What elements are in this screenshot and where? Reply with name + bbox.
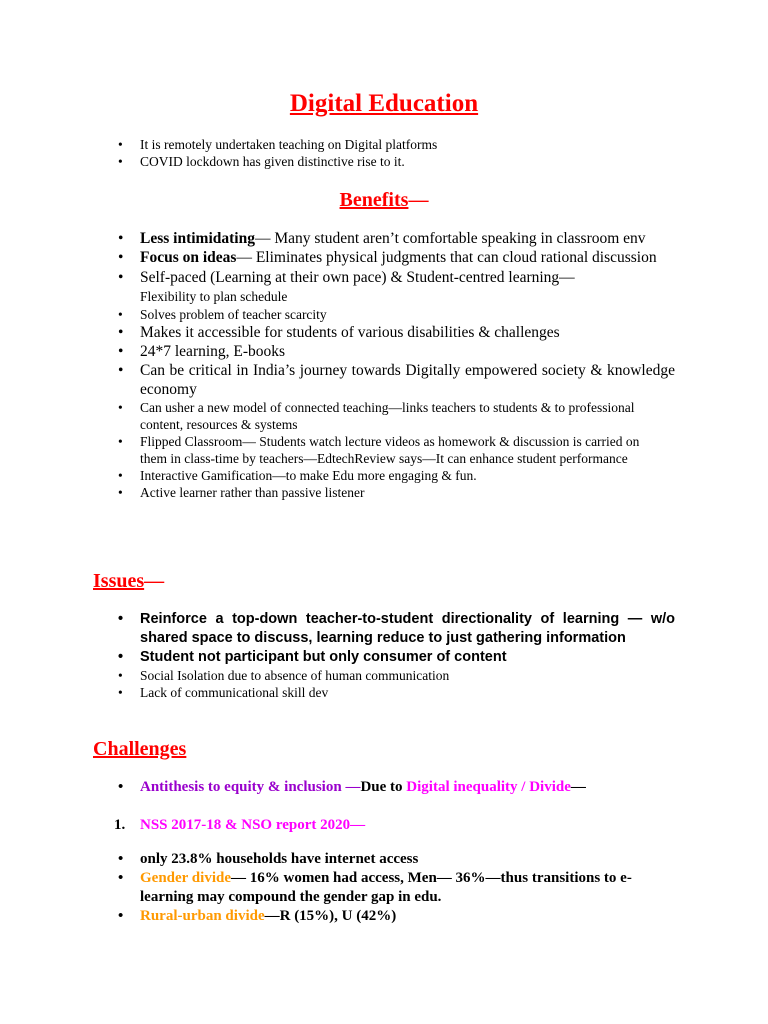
issue-item: • Student not participant but only consumer of content — [114, 648, 675, 667]
benefits-list — [114, 229, 675, 501]
benefit-bold: Focus on ideas — [140, 249, 237, 266]
issues-list — [114, 610, 675, 701]
antithesis-dash: — — [570, 779, 586, 795]
issues-heading-text: Issues — [93, 570, 145, 592]
benefit-item: • Active learner rather than passive listener — [114, 484, 675, 501]
challenge-text: — 16% women had access, Men— 36%—thus transitions to e-learning may compound the gender gap in edu. — [140, 870, 632, 905]
rural-urban-divide-label: Rural-urban divide — [140, 908, 265, 924]
benefits-heading-dash: — — [408, 189, 429, 211]
gender-divide-label: Gender divide — [140, 870, 231, 886]
numbered-item-text: NSS 2017-18 & NSO report 2020— — [140, 817, 366, 833]
issue-item: • Reinforce a top-down teacher-to-student directionality of learning — w/o shared space to discuss, learning reduce to just gathering information — [114, 610, 675, 648]
challenges-heading — [93, 736, 186, 762]
benefit-item: • 24*7 learning, E-books — [114, 342, 675, 361]
benefit-item: • Can usher a new model of connected teaching—links teachers to students & to professional content, resources & systems — [114, 399, 675, 433]
benefit-subtext: Flexibility to plan schedule — [140, 289, 288, 304]
challenges-heading-text: Challenges — [93, 738, 187, 760]
benefit-text: — Many student aren’t comfortable speaking in classroom env — [254, 230, 646, 247]
challenge-item: • only 23.8% households have internet access — [114, 850, 675, 869]
challenges-lead-list — [114, 778, 675, 797]
benefits-heading-text: Benefits — [339, 189, 409, 211]
antithesis-label: Antithesis to equity & inclusion — — [140, 779, 361, 795]
benefit-item: • Interactive Gamification—to make Edu more engaging & fun. — [114, 467, 675, 484]
benefit-bold: Less intimidating — [140, 230, 255, 247]
benefit-item — [114, 229, 675, 248]
benefit-item — [114, 268, 675, 306]
numbered-item-number: 1. — [114, 817, 126, 833]
intro-item: • It is remotely undertaken teaching on Digital platforms — [114, 136, 634, 153]
challenge-text: —R (15%), U (42%) — [264, 908, 397, 924]
challenge-lead-item — [114, 778, 675, 797]
benefit-item: • Can be critical in India’s journey towards Digitally empowered society & knowledge economy — [114, 361, 675, 399]
challenge-item — [114, 869, 675, 907]
issues-heading-dash: — — [144, 570, 165, 592]
benefit-item — [114, 248, 675, 267]
benefit-item: • Flipped Classroom— Students watch lecture videos as homework & discussion is carried on them in class-time by teachers—EdtechReview says—It can enhance student performance — [114, 433, 675, 467]
issues-heading — [93, 568, 164, 594]
challenges-list — [114, 850, 675, 926]
antithesis-due-to: Due to — [360, 779, 407, 795]
digital-divide-label: Digital inequality / Divide — [406, 779, 571, 795]
intro-item: • COVID lockdown has given distinctive rise to it. — [114, 153, 634, 170]
benefit-text: — Eliminates physical judgments that can cloud rational discussion — [236, 249, 657, 266]
benefit-item: • Makes it accessible for students of various disabilities & challenges — [114, 323, 675, 342]
benefit-text: Self-paced (Learning at their own pace) & Student-centred learning— — [140, 269, 575, 286]
benefits-heading — [0, 187, 768, 213]
document-title: Digital Education — [289, 90, 479, 117]
issue-item: • Lack of communicational skill dev — [114, 684, 675, 701]
intro-list — [114, 136, 634, 170]
numbered-item — [114, 816, 365, 835]
issue-item: • Social Isolation due to absence of human communication — [114, 667, 675, 684]
benefit-item: • Solves problem of teacher scarcity — [114, 306, 675, 323]
challenge-item — [114, 907, 675, 926]
